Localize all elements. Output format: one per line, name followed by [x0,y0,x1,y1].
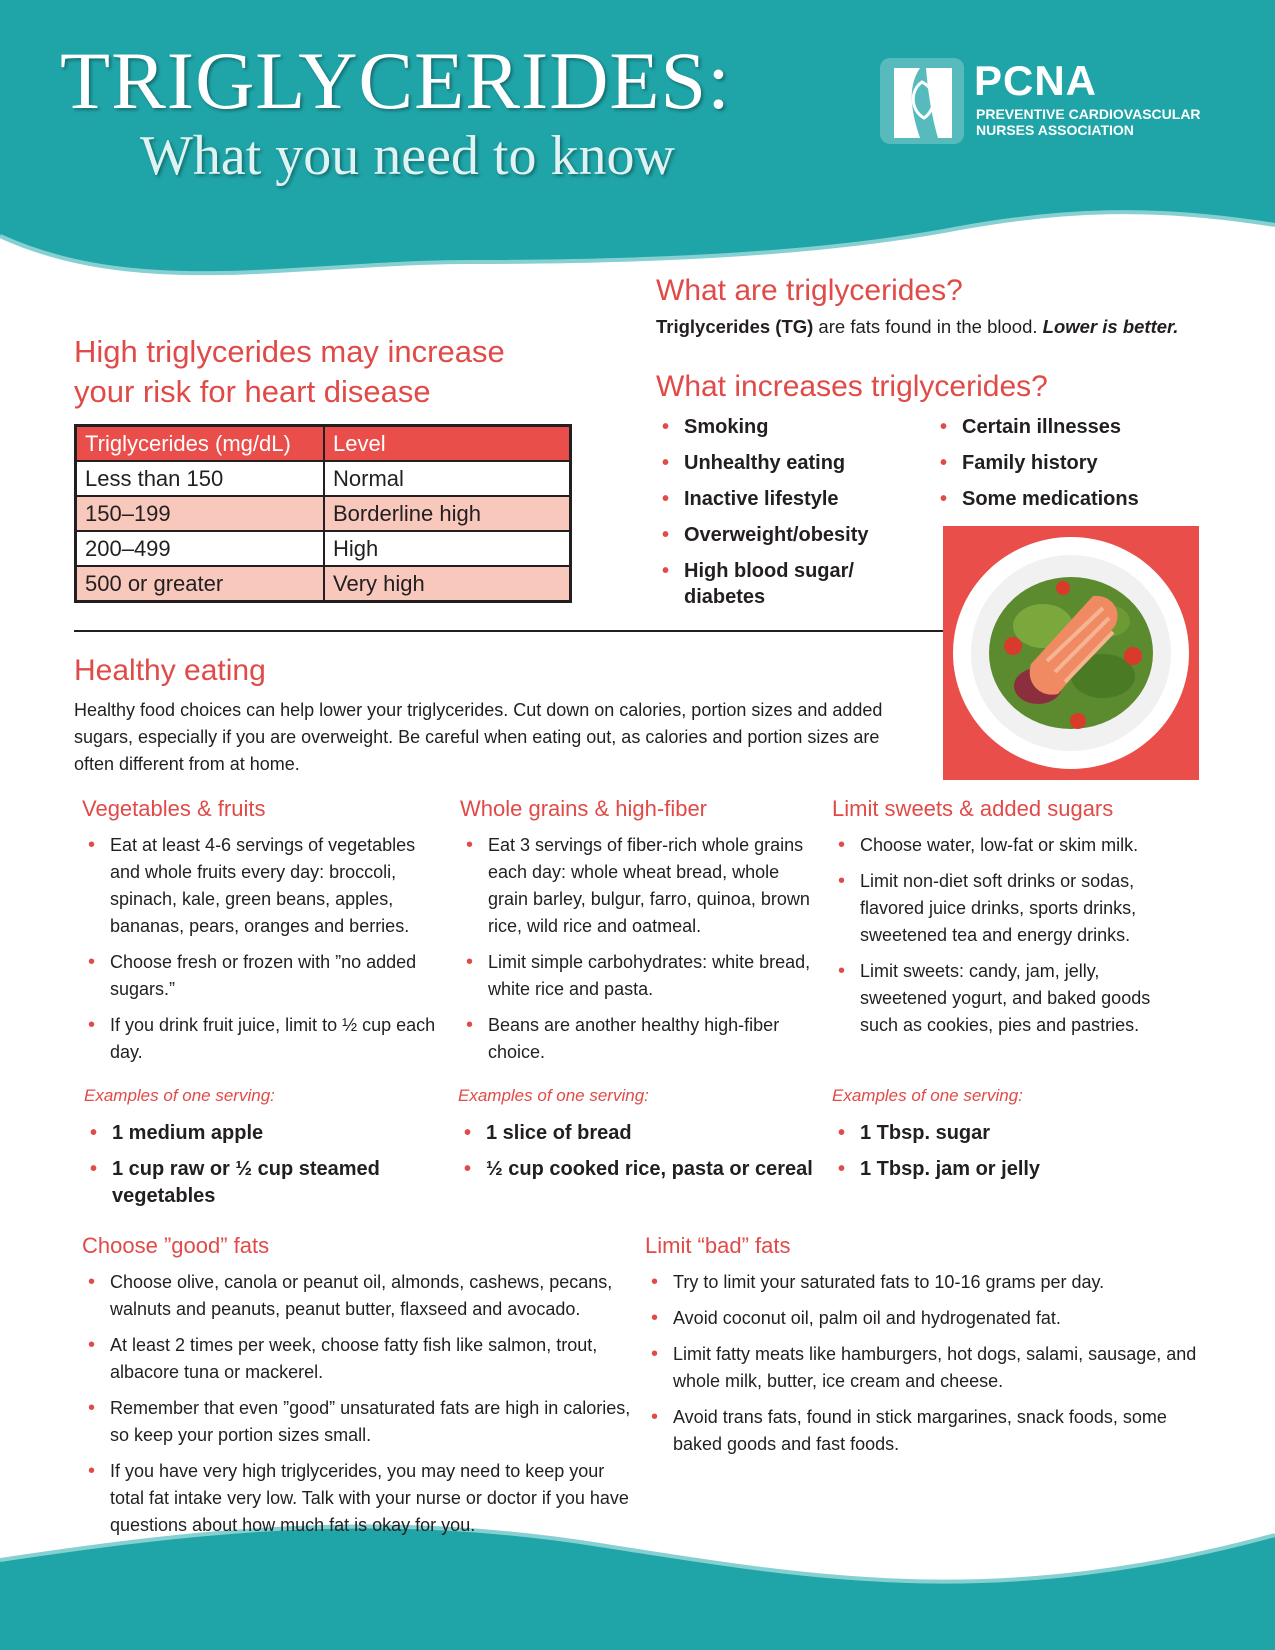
list-item: • High blood sugar/ diabetes [656,558,864,610]
increases-list-2 [934,414,1194,512]
examples-list [84,1120,444,1210]
list-item: • Limit simple carbohydrates: white bread, white rice and pasta. [460,949,820,1003]
bad-fats-heading: Limit “bad” fats [645,1233,791,1258]
table-header-row [76,426,571,462]
table-header-cell: Triglycerides (mg/dL) [76,426,325,462]
examples-label: Examples of one serving: [458,1086,649,1105]
triglyceride-levels-table [74,424,572,603]
column-heading: Limit sweets & added sugars [832,796,1114,821]
column-whole-grains [460,796,820,1066]
table-row [76,496,571,531]
heart-logo-icon [880,58,964,144]
list-item: • Choose olive, canola or peanut oil, almonds, cashews, pecans, walnuts and peanuts, peanut butter, flaxseed and avocado. [82,1269,642,1323]
column-list [460,832,820,1066]
salmon-salad-illustration [943,526,1199,780]
table-cell: 500 or greater [76,566,325,602]
table-cell: High [324,531,571,566]
increases-list-1 [656,414,886,610]
page-subtitle: What you need to know [140,125,675,187]
what-are-text [656,313,1178,340]
page-title: TRIGLYCERIDES: [60,35,731,126]
table-cell: 150–199 [76,496,325,531]
list-item: • 1 medium apple [84,1120,444,1147]
column-list [832,832,1162,1039]
examples-label: Examples of one serving: [84,1086,275,1105]
pcna-logo [880,58,1210,148]
risk-heading-line2: your risk for heart disease [74,374,431,409]
list-item: • Family history [934,450,1194,476]
table-cell: Borderline high [324,496,571,531]
examples-limit-sweets [832,1086,1162,1183]
list-item: • Certain illnesses [934,414,1194,440]
list-item: • Choose water, low-fat or skim milk. [832,832,1162,859]
bad-fats-list [645,1269,1205,1458]
good-fats-heading: Choose ”good” fats [82,1233,270,1258]
list-item: • Try to limit your saturated fats to 10-16 grams per day. [645,1269,1205,1296]
increases-heading: What increases triglycerides? [656,370,1048,403]
list-item: • Inactive lifestyle [656,486,886,512]
what-are-bold: Triglycerides (TG) [656,316,814,337]
table-row [76,566,571,602]
list-item: • At least 2 times per week, choose fatty fish like salmon, trout, albacore tuna or mackerel. [82,1332,642,1386]
list-item: • 1 Tbsp. sugar [832,1120,1162,1147]
column-vegetables [82,796,442,1066]
table-cell: 200–499 [76,531,325,566]
table-row [76,531,571,566]
logo-subtitle-line2: NURSES ASSOCIATION [976,122,1134,138]
column-limit-sweets [832,796,1162,1039]
list-item: • If you have very high triglycerides, you may need to keep your total fat intake very low. Talk with your nurse or doctor if you have questions about how much fat is okay for you. [82,1458,642,1539]
list-item: • ½ cup cooked rice, pasta or cereal [458,1156,818,1183]
list-item: • Limit fatty meats like hamburgers, hot dogs, salami, sausage, and whole milk, butter, ice cream and cheese. [645,1341,1205,1395]
table-cell: Very high [324,566,571,602]
list-item: • If you drink fruit juice, limit to ½ cup each day. [82,1012,442,1066]
examples-vegetables [84,1086,444,1210]
list-item: • Avoid trans fats, found in stick margarines, snack foods, some baked goods and fast foods. [645,1404,1205,1458]
column-heading: Whole grains & high-fiber [460,796,708,821]
bad-fats-section [645,1233,1205,1458]
what-are-plain: are fats found in the blood. [813,316,1043,337]
healthy-eating-intro: Healthy food choices can help lower your triglycerides. Cut down on calories, portion sizes and added sugars, especially if you are overweight. Be careful when eating out, as calories and portion sizes are often different from at home. [74,700,883,774]
good-fats-section [82,1233,642,1539]
list-item: • Avoid coconut oil, palm oil and hydrogenated fat. [645,1305,1205,1332]
list-item: • Limit sweets: candy, jam, jelly, sweetened yogurt, and baked goods such as cookies, pies and pastries. [832,958,1162,1039]
logo-subtitle-line1: PREVENTIVE CARDIOVASCULAR [976,106,1201,122]
list-item: • Overweight/obesity [656,522,886,548]
logo-name: PCNA [974,57,1098,104]
list-item: • Limit non-diet soft drinks or sodas, flavored juice drinks, sports drinks, sweetened tea and energy drinks. [832,868,1162,949]
table-row [76,461,571,496]
list-item: • Some medications [934,486,1194,512]
table-header-cell: Level [324,426,571,462]
risk-heading-line1: High triglycerides may increase [74,334,505,369]
list-item: • Unhealthy eating [656,450,886,476]
list-item: • Beans are another healthy high-fiber choice. [460,1012,820,1066]
table-cell: Normal [324,461,571,496]
list-item: • Choose fresh or frozen with ”no added sugars.” [82,949,442,1003]
list-item: • 1 Tbsp. jam or jelly [832,1156,1162,1183]
list-item: • 1 cup raw or ½ cup steamed vegetables [84,1156,444,1210]
healthy-eating-heading: Healthy eating [74,654,266,687]
column-heading: Vegetables & fruits [82,796,266,821]
risk-heading [74,332,505,412]
list-item: • Eat at least 4-6 servings of vegetables and whole fruits every day: broccoli, spinach, kale, green beans, apples, bananas, pears, oranges and berries. [82,832,442,940]
examples-list [832,1120,1162,1183]
list-item: • Smoking [656,414,886,440]
list-item: • 1 slice of bread [458,1120,818,1147]
list-item: • Eat 3 servings of fiber-rich whole grains each day: whole wheat bread, whole grain barley, bulgur, farro, quinoa, brown rice, wild rice and oatmeal. [460,832,820,940]
examples-label: Examples of one serving: [832,1086,1023,1105]
salmon-salad-photo [943,526,1199,780]
good-fats-list [82,1269,642,1539]
what-are-heading: What are triglycerides? [656,274,963,307]
examples-whole-grains [458,1086,818,1183]
section-divider [74,630,944,632]
table-cell: Less than 150 [76,461,325,496]
examples-list [458,1120,818,1183]
logo-subtitle [976,106,1216,138]
column-list [82,832,442,1066]
list-item: • Remember that even ”good” unsaturated fats are high in calories, so keep your portion sizes small. [82,1395,642,1449]
what-are-italic: Lower is better. [1042,316,1179,337]
